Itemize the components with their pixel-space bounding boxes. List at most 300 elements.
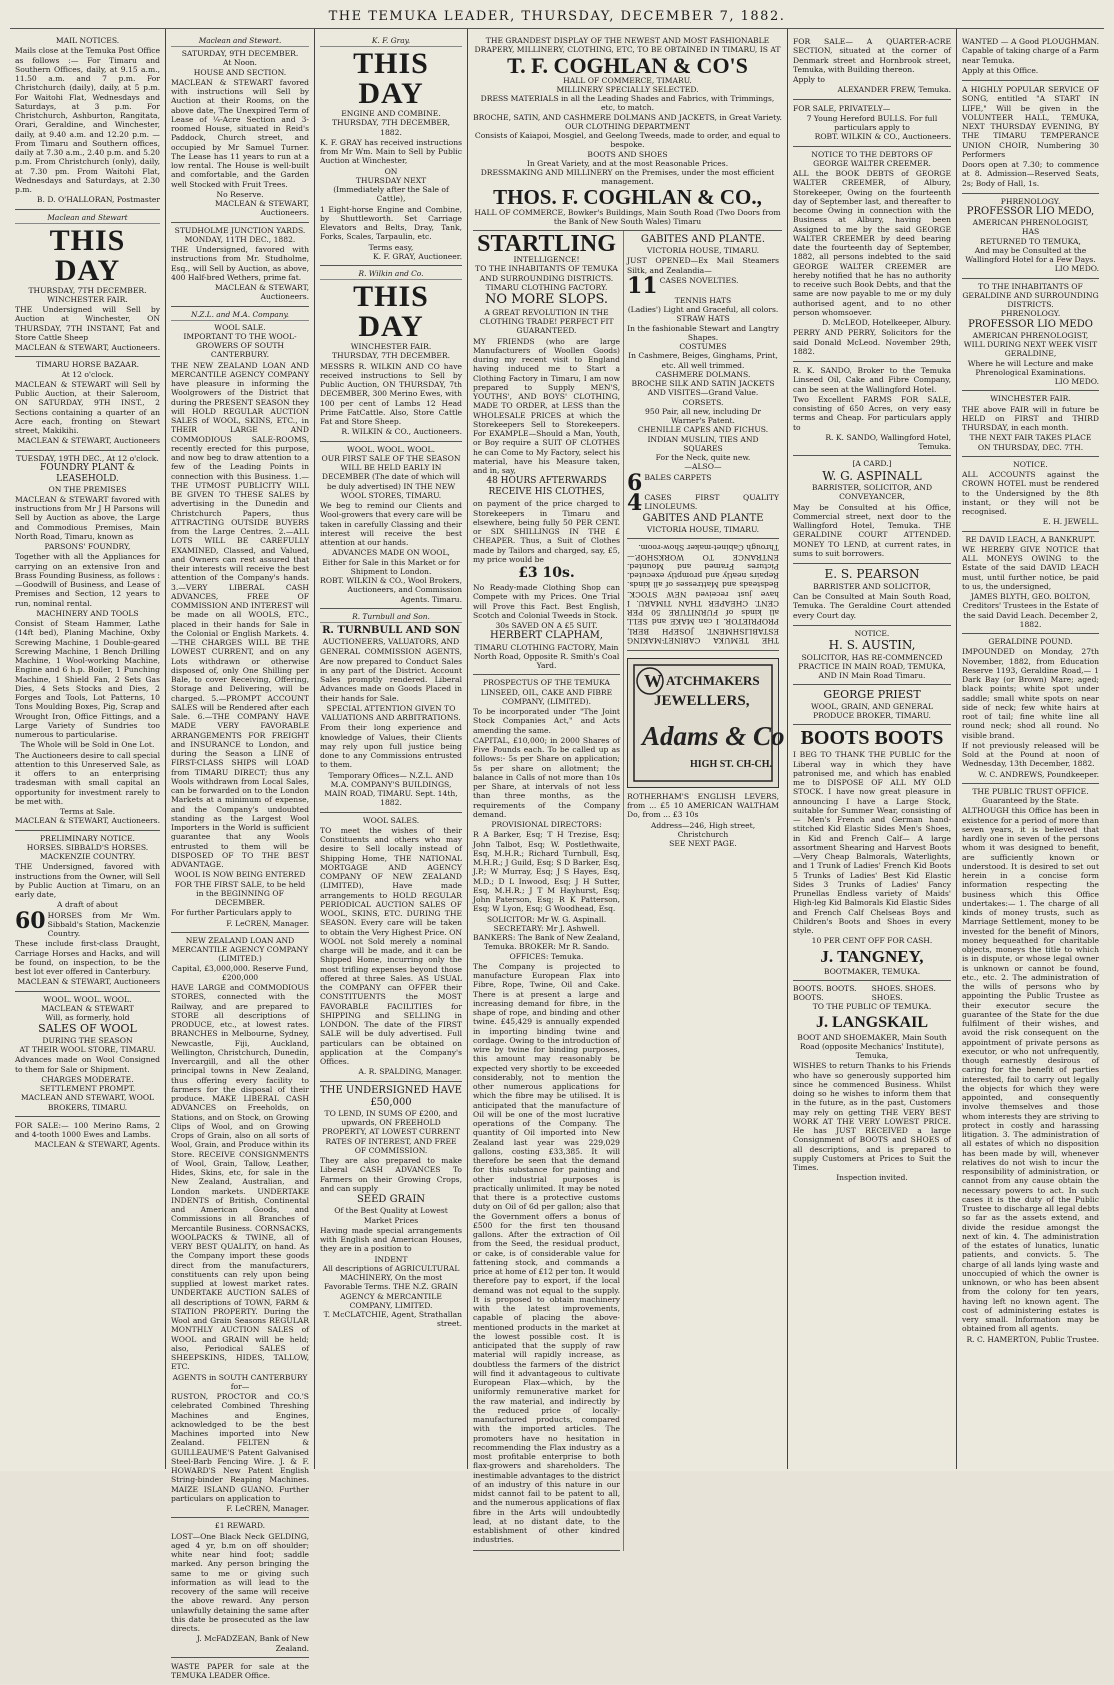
this-day-heading: THIS DAY <box>353 47 429 111</box>
herbert-clapham: HERBERT CLAPHAM, <box>489 630 603 642</box>
mail-body: Mails close at the Temuka Post Office as follows :— For Timaru and Southern Offices, daily, at 9.15 a.m., 11.50 a.m. and 7 p.m. For Christchurch (daily), daily, at 5 p.m. For Waitohi Flat, Wednesdays and Saturdays, at 3 p.m. For Christchurch, Ashburton, Rangitata, Orari, Geraldine, and Winchester, daily, at 9.40 a.m. and 12.20 p.m. — From Timaru and Southern offices, daily at 7.30 a.m., 2.40 p.m. and 5.20 p.m. From Christchurch (only), daily, at 7.30 pm. From Waitohi Flat, Wednesdays and Saturdays, at 2.30 p.m. <box>15 46 160 194</box>
mail-signature: B. D. O'HALLORAN, Postmaster <box>36 195 160 205</box>
bazaar-time: At 12 o'clock. <box>61 369 114 379</box>
winchester-title: WINCHESTER FAIR. <box>350 342 432 352</box>
house-signature: MACLEAN & STEWART, Auctioneers. <box>214 199 309 218</box>
aspinall-ad <box>793 456 951 564</box>
leach-body: WE HEREBY GIVE NOTICE that ALL MONEYS OWING to the Estate of the said DAVID LEACH must, until further notice, be paid to us, the undersigned, <box>962 544 1099 591</box>
saved: 30s SAVED ON A £5 SUIT. <box>495 621 598 631</box>
wool-entered: WOOL IS NOW BEING ENTERED FOR THE FIRST SALE, to be held in the BEGINNING OF DECEMBER. <box>174 870 306 908</box>
column-4 <box>468 29 788 1545</box>
phrenology-title: PHRENOLOGY. <box>1000 196 1061 206</box>
engine-items: 1 Eight-horse Engine and Combine, by Shuttleworth. Set Carriage Elevators and Belts, Dray, Tank, Forks, Scales, Tarpaulin, etc. <box>320 204 462 242</box>
engine-combine-ad <box>320 33 462 266</box>
foundry-premises: ON THE PREMISES <box>48 484 127 494</box>
sale-signature: MACLEAN & STEWART, Auctioneers. <box>15 343 160 353</box>
engine-terms: Terms easy, <box>368 242 414 252</box>
wool-heading: WOOL. WOOL. WOOL. <box>347 444 435 454</box>
intelligence: INTELLIGENCE! <box>513 255 580 264</box>
column-1 <box>10 29 166 1469</box>
rams-signature: MACLEAN & STEWART, Agents. <box>34 1140 160 1150</box>
column-4-left <box>473 231 624 1551</box>
friends-body: MY FRIENDS (who are large Manufacturers of Woollen Goods) during my recent visit to England having induced me to Start a Clothing Factory in Timaru, I am now prepared to Supply MEN'S, YOUTHS', AND BOYS' CLOTHING, MADE TO ORDER, at LESS than the WHOLESALE PRICES at which the Storekeepers Sell to Storekeepers. For EXAMPLE—Should a Man, Youth, or Boy require a SUIT OF CLOTHES he can Come to My Factory, select his material, have his Measure taken, and in, say, <box>473 336 620 476</box>
sale-time: At Noon. <box>223 58 257 68</box>
engine-on: ON <box>384 166 398 176</box>
rotherham: ROTHERHAM'S ENGLISH LEVERS, from ... £5 10 AMERICAN WALTHAM Do, from ... £3 10s <box>627 791 779 820</box>
inspection: Inspection invited. <box>836 1173 908 1183</box>
winchester-signature: R. WILKIN & CO., Auctioneers. <box>341 427 462 437</box>
agents-title: AGENTS in SOUTH CANTERBURY for— <box>172 1372 308 1391</box>
bulls-signature: ROBT. WILKIN & CO., Auctioneers. <box>814 132 951 142</box>
winchester-body: MESSRS R. WILKIN AND CO have received instructions to Sell by Public Auction, ON THURSDAY, 7th DECEMBER, 300 Merino Ewes, with 100 per cent of Lambs 12 Head Prime FatCattle. Also, Store Cattle Fat and Store Sheep. <box>320 361 462 427</box>
wool-season: DURING THE SEASON <box>42 1035 133 1045</box>
nzl2-capital: Capital, £3,000,000. Reserve Fund, £200,000 <box>171 963 309 982</box>
herbert-sub: TIMARU CLOTHING FACTORY, Main North Road, Opposite R. Smith's Coal Yard. <box>473 642 620 671</box>
factory-title: TIMARU CLOTHING FACTORY. <box>485 282 608 292</box>
logo-name: Adams & Co <box>642 720 785 751</box>
langskail-body: WISHES to return Thanks to his Friends who have so generously supported him since he commenced Business. Whilst doing so he wishes to inform them that in the future, as in the past, Customers may rely on getting THE VERY BEST WORK AT THE VERY LOWEST PRICE. He has JUST RECEIVED a large Consignment of BOOTS and SHOES of all descriptions, and is prepared to supply Customers at Prices to Suit the Times. <box>793 1061 951 1173</box>
ploughman-ad <box>962 33 1099 81</box>
just-opened: JUST OPENED—Ex Mail Steamers Siltk, and Zealandia— <box>627 256 779 275</box>
lend-body: TO LEND, IN SUMS OF £200, and upwards, ON FREEHOLD PROPERTY, AT LOWEST CURRENT RATES OF INTEREST, AND FREE OF COMMISSION. <box>322 1108 460 1155</box>
winchester-fair-title: WINCHESTER FAIR. <box>990 394 1071 404</box>
austin-notice: NOTICE. <box>854 628 890 638</box>
sando-ad <box>793 362 951 456</box>
wilkin-wool-ad <box>320 442 462 609</box>
service-of-song-ad <box>962 81 1099 194</box>
column-4-split <box>473 231 785 1551</box>
turnbull-special: SPECIAL ATTENTION GIVEN TO VALUATIONS AND ARBITRATIONS. <box>321 703 461 723</box>
sale-body: THE Undersigned will Sell by Auction at Winchester, ON THURSDAY, 7TH INSTANT, Fat and Store Cattle Sheep <box>15 305 160 342</box>
austin-sub: SOLICITOR, HAS RE-COMMENCED PRACTICE IN MAIN ROAD, TEMUKA, AND IN Main Road Timaru. <box>798 652 946 681</box>
engine-date: THURSDAY, 7TH DECEMBER, 1882. <box>331 118 451 137</box>
reward-signature: J. McFADZEAN, Bank of New Zealand. <box>196 1634 309 1653</box>
sale-location: WINCHESTER FAIR. <box>47 294 128 304</box>
tangney-sub: BOOTMAKER, TEMUKA. <box>823 966 921 976</box>
column-5 <box>788 29 957 1469</box>
watch-logo-graphic <box>628 659 785 787</box>
horse-count-body: HORSES from Mr Wm. Sibbald's Station, Mackenzie Country. <box>47 910 160 939</box>
directors-title: PROVISIONAL DIRECTORS: <box>491 820 602 830</box>
to-inhabitants: TO THE INHABITANTS OF TEMUKA AND SURROUNDING DISTRICTS. <box>475 264 618 283</box>
dress-materials: DRESS MATERIALS in all the Leading Shades and Fabrics, with Trimmings, etc, to match. <box>480 94 775 113</box>
mail-notices <box>15 33 160 210</box>
agents-signature: F. LeCREN, Manager. <box>226 1504 309 1514</box>
costumes-body: In Cashmere, Beiges, Ginghams, Print, etc. All well trimmed. <box>628 351 778 370</box>
sale-date: THURSDAY, 7TH DECEMBER. <box>28 285 147 295</box>
professor-sub-2: AMERICAN PHRENOLOGIST, WILL DURING NEXT WEEK VISIT GERALDINE, <box>963 330 1098 359</box>
foundry-body: MACLEAN & STEWART favored with instructions from Mr J H Parsons will Sell by Auction as above, the Large and Commodious Premises, Main North Road, Timaru, known as <box>15 494 160 541</box>
lecture: Where he will Lecture and make Phrenological Examinations. <box>967 358 1094 377</box>
horse-bazaar-ad <box>15 357 160 450</box>
quarter-acre-ad <box>793 33 951 100</box>
gp-house: VICTORIA HOUSE, TIMARU. <box>646 246 760 256</box>
muslin-body: For the Neck, quite new. <box>655 453 751 463</box>
studholme-signature: MACLEAN & STEWART, Auctioneers. <box>214 283 309 302</box>
wool-intro: Will, as formerly, hold <box>45 1013 130 1023</box>
perry-solicitors: PERRY AND PERRY, Solicitors for the said Donald McLeod. November 29th, 1882. <box>793 328 951 356</box>
see-next-page: SEE NEXT PAGE. <box>669 839 737 849</box>
song-body: A HIGHLY POPULAR SERVICE OF SONG, entitled "A START IN LIFE," Will be given in the VOLUNTEER HALL, TEMUKA, NEXT THURSDAY EVENING, BY THE TIMARU TEMPERANCE UNION CHOIR, Numbering 30 Performers <box>962 85 1099 159</box>
turnbull-from: From their long experience and knowledge of Values, their Clients may rely upon full justice being done to any Commissions entrusted to them. <box>320 723 462 770</box>
wool-sales-ad <box>15 992 160 1117</box>
first-sale-body: WILL BE HELD EARLY IN DECEMBER (The date of which will be duly advertised) IN THE NEW WOOL STORES, TIMARU. <box>321 463 461 500</box>
mackenzie-title: MACKENZIE COUNTRY. <box>39 852 136 862</box>
cabinet-ad <box>627 539 779 651</box>
masthead: THE TEMUKA LEADER, THURSDAY, DECEMBER 7, 1882. <box>10 6 1104 29</box>
winchester-ad <box>320 266 462 442</box>
wool-charges: CHARGES MODERATE. SETTLEMENT PROMPT. <box>39 1074 136 1094</box>
wool-firm: MACLEAN & STEWART <box>41 1003 134 1013</box>
first-sale: OUR FIRST SALE OF THE SEASON <box>321 453 461 463</box>
column-6 <box>957 29 1104 1469</box>
house-title: HOUSE AND SECTION. <box>193 67 287 77</box>
pound-title: GERALDINE POUND. <box>988 637 1073 647</box>
corsets: CORSETS. <box>682 397 724 407</box>
prospectus-ad <box>473 675 620 1550</box>
prospectus-incorp: To be incorporated under "The Joint Stock Companies Act," and Acts amending the same. <box>473 707 620 735</box>
bazaar-title: TIMARU HORSE BAZAAR. <box>35 360 140 370</box>
reward-title: £1 REWARD. <box>214 1521 266 1531</box>
thos-coghlan: THOS. F. COGHLAN & CO., <box>493 184 762 209</box>
debtors-notice <box>793 147 951 363</box>
consulted: And may be Consulted at the Wallingford Hotel for a Few Days. <box>965 245 1096 265</box>
straw-body: In the fashionable Stewart and Langtry Shapes. <box>627 323 779 342</box>
langskail-name: J. LANGSKAIL <box>815 1013 929 1031</box>
auctioneer-header: Maclean and Stewart. <box>171 36 309 47</box>
debtors-body: ALL the BOOK DEBTS of GEORGE WALTER CREEMER, of Albury, Storekeeper, Owing on the fourteenth day of September last, and thereafter to become Owing in connection with the Business at Albury, having been Assigned to me by the said GEORGE WALTER CREEMER by deed bearing date the fourteenth day of September, 1882, all persons indebted to the said GEORGE WALTER CREEMER are hereby notified that he has no authority to receive such Book Debts, and that the same are now payable to me or my duly authorised agent, and to no other person whomsoever. <box>793 169 951 317</box>
house-body: MACLEAN & STEWART favored with instructions will Sell by Auction at their Rooms, on the above date, The Unexpired Term of Lease of ¼-Acre Section and 3-roomed House, situated in Reid's Paddock, Church street, and occupied by Mr Samuel Turner. The Lease has 11 years to run at a low rental. The House is well-built and comfortable, and the Garden well Stocked with Fruit Trees. <box>171 77 309 189</box>
nzl2-body: HAVE LARGE and COMMODIOUS STORES, connected with the Railway, and are prepared to STORE all descriptions of PRODUCE, etc., at lowest rates. BRANCHES in Melbourne, Sydney, Newcastle, Fiji, Auckland, Wellington, Christchurch, Dunedin, Invercargill, and all the other principal towns in New Zealand, thus offering every facility to farmers for the disposal of their produce. MAKE LIBERAL CASH ADVANCES on Freeholds, on Stations, and on Stock, on Growing Clips of Wool, and on Growing Crops of Grain, also on all sorts of Wool, Grain, and Produce within its Store. RECEIVE CONSIGNMENTS of Wool, Grain, Tallow, Leather, Hides, Skins, etc, for sale in the New Zealand, Australian, and London markets. UNDERTAKE INDENTS of British, Continental and American Goods, and Commissions in all Branches of Mercantile Business. CORNSACKS, WOOLPACKS & TWINE, all of VERY BEST QUALITY, on hand. As the Company import these goods direct from the manufacturers, constituents can rely upon being supplied at lowest market rates. UNDERTAKE AUCTION SALES of all descriptions of TOWN, FARM & STATION PROPERTY. During the Wool and Grain Seasons REGULAR MONTHLY AUCTION SALES of WOOL and GRAIN will be held; also, Periodical SALES of SHEEPSKINS, HIDES, TALLOW, ETC. <box>171 983 309 1372</box>
nzl-wool-sale-ad <box>171 307 309 933</box>
lend-ad <box>320 1082 462 1333</box>
bulls-body: 7 Young Hereford BULLS. For full particulars apply to <box>806 113 938 132</box>
seed-body: Of the Best Quality at Lowest Market Prices <box>334 1206 448 1225</box>
winchester-fair-body: THE above FAIR will in future be HELD on FIRST and THIRD THURSDAY, in each month. <box>962 404 1099 433</box>
priest-sub: WOOL, GRAIN, AND GENERAL PRODUCE BROKER, TIMARU. <box>810 701 934 721</box>
nzl-body: THE NEW ZEALAND LOAN AND MERCANTILE AGENCY COMPANY have pleasure in informing the Woolgrowers of the District that during the PRESENT SEASON they will HOLD REGULAR AUCTION SALES of WOOL, SKINS, ETC., in THEIR LARGE AND COMMODIOUS SALE-ROOMS, recently erected for this purpose, and now beg to draw attention to a few of the Leading Points in connection with this Business. 1.—THE UTMOST PUBLICITY WILL BE GIVEN TO THESE SALES by advertising in the Dunedin and Christchurch Papers, thus ATTRACTING OUTSIDE BUYERS from the Large Centres. 2.—ALL LOTS WILL BE CAREFULLY EXAMINED, Classed, and Valued, and Owners can rest assured that their interests will receive the best attention of the Company's hands. 3.—VERY LIBERAL CASH ADVANCES, FREE OF COMMISSION AND INTEREST will be made on all WOOLS, ETC., placed in their hands for Sale in the Colonial or English Markets. 4.—THE CHARGES WILL BE THE LOWEST CURRENT, and on any Lots withdrawn or otherwise disposed of, only One Shilling per Bale, to cover Receiving, Offering, Storage and Delivering, will be charged. 5.—PROMPT ACCOUNT SALES will be Rendered after each Sale. 6.—THE COMPANY HAVE MADE VERY FAVORABLE ARRANGEMENTS FOR FREIGHT and INSURANCE to London, and during the Season a LINE of FIRST-CLASS SHIPS will LOAD from TIMARU DIRECT; thus any Wools withdrawn from Local Sales, can be forwarded on to the London Markets at a minimum of expense, and the Company's undoubted standing as the Largest Wool Importers in the World is sufficient guarantee that any Wools entrusted to them will be DISPOSED OF TO THE BEST ADVANTAGE. <box>171 360 309 870</box>
clothing-body: Consists of Kaiapoi, Mosgiel, and Geelong Tweeds, made to order, and equal to bespoke. <box>474 131 781 150</box>
suit-price: £3 10s. <box>518 565 575 582</box>
directors-list: R A Barker, Esq; T H Trezise, Esq; John Talbot, Esq; W. Postlethwaite, Esq, M.H.R.; Richard Turnbull, Esq, M.H.R.; J Guild, Esq; S D Barker, Esq, J.P.; W Murray, Esq; J S Hayes, Esq, M.D.; D L Inwood, Esq; J H Sutter, Esq, M.H.R.; J T M Hayhurst, Esq; John Paterson, Esq; R K Patterson, Esq; W Lyon, Esq; G Woodhead, Esq. <box>473 830 620 914</box>
company-body: The Company is projected to manufacture European Flax into Fibre, Rope, Twine, Oil and Cake. There is at present a large and increasing demand for fibre, in the shape of rope, and binding and other twine. £45,429 is annually expended in importing binding twine and cordage. Owing to the introduction of wire by twine for binding purposes, this amount may reasonably be expected very shortly to be exceeded considerably, not to mention the other numerous applications for which the fibre may be utilised. It is anticipated that the manufacture of Oil will be one of the most lucrative operations of the Company. The quantity of Oil imported into New Zealand last year was 229,029 gallons, costing £33,385. It will therefore be seen that the demand for this substance for painting and other industrial purposes is practically unlimited. It may be noted that there is a protective customs duty on Oil of 6d per gallon; also that the Government offers a bonus of £500 for the first ten thousand gallons. After the extraction of Oil from the Seed, the residual product, or cake, is of considerable value for fattening stock, and commands a price at home of £12 per ton. It would therefore pay to export, if the local demand was not equal to the supply. It is proposed to obtain machinery with the latest improvements, capable of placing the above-mentioned products in the market at the lowest possible cost. It is anticipated that the supply of raw material will rapidly increase, as doubtless the farmers of the district will find it advantageous to cultivate European Flax—which, by the uniformly remunerative market for the raw material, and indirectly by the reduced price of locally-manufactured products, compared with the imported articles. The promoters have no hesitation in recommending the Flax industry as a most profitable enterprise to both flax-growers and shareholders. The inestimable advantages to the district of an industry of this nature in our midst cannot fail to be patent to all, and the numerous applications of flax fibre in the Arts will undoubtedly lead, at no distant date, to the establishment of other kindred industries. <box>473 961 620 1545</box>
nzl-signature: F. LeCREN, Manager. <box>226 918 309 928</box>
engine-signature: K. F. GRAY, Auctioneer. <box>372 251 462 261</box>
nzl-company-ad <box>171 933 309 1519</box>
pearson-body: Can be Consulted at Main South Road, Temuka. The Geraldine Court attended every Court day. <box>793 592 951 620</box>
draft-label: A draft of about <box>57 900 118 910</box>
indent-body: All descriptions of AGRICULTURAL MACHINERY, On the most Favorable Terms. THE N.Z. GRAIN AGENCY & MERCANTILE COMPANY, LIMITED. <box>322 1263 460 1310</box>
crown-notice-title: NOTICE. <box>1013 459 1048 469</box>
turnbull-title: R. TURNBULL AND SON <box>322 624 460 636</box>
rams-for-sale <box>15 1117 160 1154</box>
crown-hotel-notice <box>962 457 1099 532</box>
public-title: TO THE PUBLIC OF TEMUKA. <box>812 1002 932 1012</box>
cashmere-dolmans: CASHMERE DOLMANS. <box>655 369 751 379</box>
pearson-ad <box>793 564 951 626</box>
trust-guaranteed: Guaranteed by the State. <box>981 796 1079 806</box>
lio-signature-2: LIO MEDO. <box>1054 377 1099 387</box>
gp-title: GABITES AND PLANTE. <box>640 234 766 245</box>
house-section-ad <box>171 33 309 223</box>
auctioneer-header: Maclean and Stewart <box>15 213 160 224</box>
boots-body: In Great Variety, and at the most Reasonable Prices. <box>526 158 729 168</box>
wool-advance: Advances made on Wool Consigned to them for Sale or Shipment. <box>15 1055 160 1074</box>
rams-body: FOR SALE:— 100 Merino Rams, 2 and 4-tooth 1000 Ewes and Lambs. <box>15 1120 160 1140</box>
draft-signature: MACLEAN & STEWART, Auctioneers <box>17 977 160 987</box>
debtors-signature: D. McLEOD, Hotelkeeper, Albury. <box>822 318 951 327</box>
whole-lot: The Whole will be Sold in One Lot. <box>20 740 155 750</box>
coghlan-hall: HALL OF COMMERCE, TIMARU. <box>563 75 692 85</box>
reward-ad <box>171 1518 309 1658</box>
agents-body: RUSTON, PROCTOR and CO.'S celebrated Combined Threshing Machines and Engines, acknowledged to be the best Machines imported into New Zealand. FELTEN & GUILLEAUME'S Patent Galvanised Steel-Barb Fencing Wire. J. & F. HOWARD'S New Patent English String-binder Reaping Machines. MAIZE ISLAND GUANO. Further particulars on application to <box>171 1392 309 1503</box>
terms: Terms at Sale. <box>59 807 116 817</box>
broche-silk: BROCHE SILK AND SATIN JACKETS AND VISITES—Grand Value. <box>631 379 775 398</box>
quarter-acre-body: FOR SALE— A QUARTER-ACRE SECTION, situated at the corner of Denmark street and Hornbrook street, Temuka, with Building thereon. <box>793 37 951 74</box>
foundry-ad <box>15 451 160 831</box>
novelties: CASES NOVELTIES. <box>659 275 739 285</box>
turnbull-offices: Temporary Offices— N.Z.L. AND M.A. COMPANY'S BUILDINGS, MAIN ROAD, TIMARU. Sept. 14th, 1882. <box>324 770 458 808</box>
wilkin-signature: ROBT. WILKIN & CO., Wool Brokers, Auctioneers, and Commission Agents. Timaru. <box>320 576 462 604</box>
wool-sale-title: WOOL SALE. <box>214 322 266 332</box>
has-label: HAS <box>1021 227 1040 237</box>
important-title: IMPORTANT TO THE WOOL-GROWERS OF SOUTH CANTERBURY. <box>183 331 297 360</box>
sando-signature: R. K. SANDO, Wallingford Hotel, Temuka. <box>825 432 951 451</box>
ploughman-apply: Apply at this Office. <box>962 65 1039 75</box>
linoleums: CASES FIRST QUALITY LINOLEUMS. <box>644 492 779 511</box>
dressmaking: DRESSMAKING AND MILLINERY on the Premises, under the most efficient management. <box>480 168 775 187</box>
adams-watchmakers-ad <box>627 651 785 853</box>
prospectus-capital: CAPITAL, £10,000; in 2000 Shares of Five Pounds each. To be called up as follows:- 5s per Share on application; 5s per share on allotment; the balance in Calls of not more than 10s per Share, at intervals of not less than three months, as the requirements of the Company demand. <box>473 735 620 819</box>
auctioneer-header: R. Turnbull and Son. <box>320 612 462 623</box>
columns <box>10 29 1104 1681</box>
auctioneer-header: K. F. Gray. <box>320 36 462 47</box>
pound-signature: W. C. ANDREWS, Poundkeeper. <box>978 769 1099 779</box>
ten-per-cent: 10 PER CENT OFF FOR CASH. <box>811 936 933 946</box>
shoes-triple: SHOES. SHOES. SHOES. <box>871 983 936 1003</box>
trust-signature: R. C. HAMERTON, Public Trustee. <box>966 1334 1099 1344</box>
professor-name: PROFESSOR LIO MEDO, <box>966 206 1095 217</box>
engine-next: THURSDAY NEXT <box>355 175 427 185</box>
clapham-ad <box>473 231 620 675</box>
broche-dolmans: BROCHE, SATIN, AND CASHMERE DOLMANS AND JACKETS, in Great Variety. <box>473 112 782 122</box>
clothing-dept: OUR CLOTHING DEPARTMENT <box>565 121 690 131</box>
corsets-body: 950 Pair, all new, including Dr Warner's Patent. <box>645 406 761 426</box>
engine-after: (Immediately after the Sale of Cattle), <box>333 185 449 204</box>
costumes: COSTUMES <box>679 342 727 352</box>
pound-notice <box>962 634 1099 784</box>
priest-name: GEORGE PRIEST <box>823 688 921 702</box>
leach-signature: JAMES BLYTH, GEO. BOLTON, Creditors' Trustees in the Estate of the said David Leach. December 2, 1882. <box>962 592 1099 629</box>
wool-brokers: MACLEAN AND STEWART, WOOL BROKERS, TIMARU. <box>20 1093 155 1112</box>
bankers: BANKERS: The Bank of New Zealand, Temuka. BROKER: Mr R. Sando. OFFICES: Temuka. <box>473 933 620 961</box>
wool-heading: WOOL. WOOL. WOOL. <box>43 994 132 1004</box>
logo-watchmakers: ATCHMAKERS <box>666 672 760 688</box>
bales-carpets: BALES CARPETS <box>644 472 712 482</box>
no-reserve: No Reserve. <box>216 189 264 199</box>
logo-address: HIGH ST. CH-CH. <box>690 758 773 770</box>
mail-title: MAIL NOTICES. <box>55 36 120 45</box>
bales-count: 6 <box>627 469 643 496</box>
bulls-ad <box>793 100 951 147</box>
watchmakers-logo <box>627 658 785 788</box>
geraldine-inhabitants: TO THE INHABITANTS OF GERALDINE AND SURROUNDING DISTRICTS. <box>962 281 1099 310</box>
wool-store: AT THEIR WOOL STORE, TIMARU. <box>19 1045 156 1055</box>
austin-name: H. S. AUSTIN, <box>828 638 916 652</box>
also: —ALSO— <box>684 462 722 472</box>
crown-signature: E. H. JEWELL. <box>1042 517 1099 527</box>
leach-notice <box>962 532 1099 635</box>
song-doors: Doors open at 7.30; to commence at 8. Admission—Reserved Seats, 2s; Body of Hall, 1s. <box>962 160 1099 188</box>
indent-title: INDENT <box>374 1254 408 1264</box>
nzl2-title: NEW ZEALAND LOAN AND MERCANTILE AGENCY COMPANY (LIMITED.) <box>171 935 309 964</box>
tangney-body: I BEG TO THANK THE PUBLIC for the Liberal way in which they have patronised me, and which has enabled me to DISPOSE OF ALL MY OLD STOCK. I have now great pleasure in announcing I have a Large Stock, suitable for Summer Wear, consisting of— Men's French and German hand-stitched Kid Elastic Sides Men's Shoes, in Kid and French Calf— A large assortment Shearing and Harvest Boots—Very Cheap Balmorals, Waterlights, and 1 Trunk of Ladies' French Kid Boots 5 Trunks of Ladies' Best Kid Elastic Sides 3 Trunks of Ladies' Fancy Prunellas Endless variety of Maids' High-leg Kid Balmorals Kid Elastic Sides and French Calf Chelseas Boys and Children's Boots and Shoes in every style. <box>793 750 951 936</box>
wool-sales-title: WOOL SALES. <box>362 815 420 825</box>
tangney-ad <box>793 725 951 981</box>
machinery-title: MACHINERY AND TOOLS <box>36 608 139 618</box>
advances: ADVANCES MADE ON WOOL, Either for Sale in this Market or for Shipment to London. <box>322 548 460 576</box>
foundry-signature: MACLEAN & STEWART, Auctioneers. <box>15 816 160 826</box>
next-fair: THE NEXT FAIR TAKES PLACE ON THURSDAY, DEC. 7TH. <box>969 433 1092 452</box>
revolution: A GREAT REVOLUTION IN THE CLOTHING TRADE! PERFECT FIT GUARANTEED. <box>479 307 614 336</box>
mackenzie-body: THE Undersigned, favored with instructions from the Owner, will Sell by Public Auction at Timaru, on an early date, <box>15 862 160 900</box>
no-more-slops: NO MORE SLOPS. <box>484 292 609 307</box>
horse-count: 60 <box>15 907 46 934</box>
phrenology-title-2: PHRENOLOGY. <box>1000 309 1061 319</box>
waste-paper-ad <box>171 1658 309 1685</box>
professor-name-2: PROFESSOR LIO MEDO <box>968 318 1093 330</box>
tennis-hats: TENNIS HATS <box>674 295 732 305</box>
trust-body: ALTHOUGH this Office has been in existence for a period of more than seven years, it is believed that hardly one in seven of the persons whom it was designed to benefit, are sufficiently known or understood. It is desired to set out herein in a concise form information respecting the business which this Office undertakes:— 1. The charge of all kinds of money trusts, such as Marriage Settlement, money to be invested for the benefit of Minors, money bequeathed for charitable objects, moneys the title to which is in dispute, or whose legal owner is unknown or cannot be found, etc., etc. 2. The administration of the wills of persons who by appointing the Public Trustee as their executor secure the guarantee of the State for the due fulfilment of their wishes, and avoid the risk consequent on the appointment of private persons as executor, or who not unfrequently, though earnestly desirous of caring for the benefit of parties interested, fail to carry out legally the objects for which they were appointed, and consequently involve themselves and those whom interests they are striving to protect in costly and harassing litigation. 3. The administration of all estates of which no disposition has been made by will, whenever relatives do not wish to incur the responsibility of administration, or cannot from any cause obtain the necessary powers to act. In such cases it is the duty of the Public Trustee to discharge all legal debts so far as the assets extend, and divide the residue amongst the next of kin. 4. The administration of the estates of lunatics, lunatic patients, and convicts. 5. The charge of all lands lying waste and unoccupied of which the owner is unknown, or who has been absent from the colony for ten years, having left no known agent. The cost of administering estates is very small. Information may be obtained from all agents. <box>962 806 1099 1334</box>
novelties-count: 11 <box>627 272 658 299</box>
boots-shoes: BOOTS AND SHOES <box>587 149 668 159</box>
quarter-acre-apply: Apply to <box>793 75 825 84</box>
card-label: [A CARD.] <box>852 459 892 469</box>
lend-title: THE UNDERSIGNED HAVE £50,000 <box>320 1084 462 1108</box>
draft-body: These include first-class Draught, Carriage Horses and Hacks, and will be found, on inspection, to be the best lot ever offered in Canterbury. <box>15 939 160 977</box>
pound-body: IMPOUNDED on Monday, 27th November, 1882, from Education Reserve 1193, Geraldine Road,— 1 Dark Bay (or Brown) Mare; aged; black points; white spot under saddle; small white spots on near side of neck; few white hairs at root of tail; fine white line all round neck; shod all round. No visible brand. <box>962 647 1099 740</box>
cabinet-inverted-text: THE TEMUKA CABINET-MAKING ESTABLISHMENT. JOSEPH BERI, PROPRIETOR. I can MAKE and SELL all kinds of FURNITURE 50 PER CENT. CHEAPER THAN TIMARU. I have just received NEW STOCK. Bedsteads and Mattresses of all kinds. Repairs neatly and promptly executed. Pictures Framed and Mounted. ENTRANCE TO WORKSHOP.— Through Cabinet-maker Show-room. <box>627 543 779 645</box>
returned: RETURNED TO TEMUKA, <box>980 236 1081 246</box>
wool-sales-ad <box>320 813 462 1082</box>
trust-title: THE PUBLIC TRUST OFFICE. <box>972 786 1089 796</box>
parsons-title: PARSONS' FOUNDRY, <box>44 542 131 552</box>
company-header: N.Z.L. and M.A. Company. <box>171 310 309 321</box>
phrenology-ad <box>962 194 1099 279</box>
millinery: MILLINERY SPECIALLY SELECTED. <box>556 84 699 94</box>
wool-sales-title: SALES OF WOOL <box>38 1022 137 1036</box>
engine-body: K. F. GRAY has received instructions from Mr Wm. Main to Sell by Public Auction at Winchester, <box>320 137 462 166</box>
bazaar-body: MACLEAN & STEWART will Sell by Public Auction, at their Saleroom, ON SATURDAY, 9TH INST., 2 Sections containing a quarter of an Acre each, fronting on Stewart street, Makikihi. <box>15 379 160 436</box>
foundry-date: TUESDAY, 19TH DEC., At 12 o'clock. <box>16 453 159 463</box>
studholme-body: THE Undersigned, favored with instructions from Mr. Studholme, Esq., will Sell by Auction, as above, 400 Half-bred Wethers, prime fat. <box>171 245 309 282</box>
logo-jewellers: JEWELLERS, <box>654 692 750 709</box>
turnbull-ad <box>320 609 462 813</box>
watch-address: Address—246, High street, Christchurch <box>650 820 756 839</box>
debtors-title: NOTICE TO THE DEBTORS OF GEORGE WALTER CREEMER. <box>811 149 933 168</box>
parsons-body: Together with all the Appliances for carrying on an extensive Iron and Brass Founding Business, as follows :—Goodwill of Business, and Lease of Premises and Section, 12 years to run, nominal rental. <box>15 552 160 608</box>
foundry-title: FOUNDRY PLANT & LEASEHOLD. <box>40 462 135 484</box>
whole-body: The Auctioneers desire to call special attention to this Unreserved Sale, as it offers to an enterprising tradesman with small capital an opportunity for investment rarely to be met with. <box>15 750 160 806</box>
column-2 <box>166 29 315 1681</box>
remind-body: We beg to remind our Clients and Wool-growers that every care will be taken in carefully Classing and their interest will receive the best attention at our hands. <box>320 501 462 548</box>
turnbull-body: GENERAL COMMISSION AGENTS, Are now prepared to Conduct Sales in any part of the District. Account Sales promptly rendered. Liberal Advances made on Goods Placed in their hands for Sale. <box>320 647 462 703</box>
langskail-sub: BOOT AND SHOEMAKER, Main South Road (opposite Mechanics' Institute), Temuka, <box>797 1032 947 1061</box>
sando-body: R. K. SANDO, Broker to the Temuka Linseed Oil, Cake and Fibre Company, can be seen at the Wallingford Hotel. <box>793 366 951 394</box>
this-day-ad <box>15 210 160 358</box>
studholme-title: STUDHOLME JUNCTION YARDS. <box>174 225 306 235</box>
sale-date: SATURDAY, 9TH DECEMBER. <box>181 49 299 59</box>
wool-sales-body: TO meet the wishes of their Constituents and others who may desire to Sell locally instead of Shipping Home, THE NATIONAL MORTGAGE AND AGENCY COMPANY OF NEW ZEALAND (LIMITED), Have made arrangements to HOLD REGULAR PERIODICAL AUCTION SALES OF WOOL, SKINS, ETC. DURING THE SEASON. Every care will be taken to obtain the Very Highest Price. ON WOOL not Sold merely a nominal charge will be made, and it can be Shipped Home, incurring only the most trifling expenses beyond those offered at three Sales. AS USUAL the COMPANY can OFFER their CONSTITUENTS the MOST FAVORABLE FACILITIES for SHIPPING and SELLING in LONDON. The date of the FIRST SALE will be duly advertised. Full particulars can be obtained on application at the Company's Offices. <box>320 825 462 1067</box>
chenille: CHENILLE CAPES AND FICHUS. <box>637 425 769 435</box>
coghlan-ad <box>473 33 782 231</box>
wool-sales-signature: A. R. SPALDING, Manager. <box>358 1067 462 1077</box>
gabites-plante-ad <box>627 231 779 539</box>
auctioneer-header: R. Wilkin and Co. <box>320 269 462 280</box>
straw-hats: STRAW HATS <box>676 314 730 324</box>
grand-display: THE GRANDEST DISPLAY OF THE NEWEST AND MOST FASHIONABLE DRAPERY, MILLINERY, CLOTHING, ETC, TO BE OBTAINED IN TIMARU, IS AT <box>474 36 781 55</box>
reward-body: LOST—One Black Neck GELDING, aged 4 yr, b.m on off shoulder; white near hind foot; saddle marked. Any person bringing the same to me or giving such information as will lead to the recovery of the same will receive the above reward. Any person unlawfully detaining the same after this date be prosecuted as the law directs. <box>171 1531 309 1634</box>
pound-body-2: If not previously released will be Sold at the Pound at noon of Wednesday, 13th December, 1882. <box>962 740 1099 769</box>
gp2-title: GABITES AND PLANTE <box>642 512 764 524</box>
horses-title: HORSES. SIBBALD'S HORSES. <box>26 842 149 852</box>
engine-title: ENGINE AND COMBINE. <box>341 109 441 119</box>
payment-body: on payment of the price charged to Storekeepers in Timaru and elsewhere, being fully 50 PER CENT. or SIX SHILLINGS IN THE £ CHEAPER. Thus, a Suit of Clothes made by Tailors and charged, say, £5, my price would be <box>473 499 620 564</box>
studholme-date: MONDAY, 11TH DEC., 1882. <box>184 234 296 244</box>
studholme-ad <box>171 223 309 307</box>
thos-sub: HALL OF COMMERCE, Bowker's Buildings, Main South Road (Two Doors from the Bank of New South Wales) Timaru <box>474 207 781 226</box>
nzl-foot: For further Particulars apply to <box>171 908 292 918</box>
svg-text:W: W <box>644 670 662 691</box>
lio-signature: LIO MEDO. <box>1054 264 1099 274</box>
crown-body: ALL ACCOUNTS against the CROWN HOTEL must be rendered to the Undersigned by the 8th instant, or they will not be recognised. <box>962 470 1099 517</box>
winchester-fair-ad <box>962 391 1099 457</box>
langskail-ad <box>793 981 951 1187</box>
tennis-body: (Ladies') Light and Graceful, all colors. <box>627 305 779 315</box>
column-4-right <box>624 231 785 1551</box>
machinery-body: Consist of Steam Hammer, Lathe (14ft bed), Planing Machine, Oxby Screwing Machine, 1 Double-geared Screwing Machine, 1 Bench Drilling Machine, 1 Wool-working Machine, Engine and 6 h.p. Boiler, 1 Punching Machine, 1 Shield Fan, 2 Sets Gas Dies, 4 Sets Stocks and Dies, 2 Forges and Tools, Lot Patterns, 10 Tons Moulding Boxes, Pig, Scrap and Wrought Iron, Office Fittings, and a Large Variety of Sundries too numerous to particularise. <box>15 619 160 740</box>
startling: STARTLING <box>477 231 616 257</box>
prospectus-title: PROSPECTUS OF THE TEMUKA LINSEED, OIL, CAKE AND FIBRE COMPANY, (LIMITED). <box>480 678 613 706</box>
coghlan-title: T. F. COGHLAN & CO'S <box>507 52 748 78</box>
aspinall-name: W. G. ASPINALL <box>822 468 922 483</box>
farms-body: Two Excellent FARMS FOR SALE, consisting of 650 Acres, on very easy terms and Cheap. For particulars apply to <box>793 394 951 432</box>
leach-title: RE DAVID LEACH, A BANKRUPT. <box>965 534 1096 544</box>
bazaar-signature: MACLEAN & STEWART, Auctioneers <box>17 436 160 446</box>
tangney-name: J. TANGNEY, <box>820 946 924 966</box>
bulls-title: FOR SALE, PRIVATELY— <box>793 103 891 113</box>
boots-triple: BOOTS. BOOTS. BOOTS. <box>793 983 857 1003</box>
priest-ad <box>793 685 951 725</box>
winchester-date: THURSDAY, 7TH DECEMBER. <box>331 351 451 361</box>
no-ready-made: No Ready-made Clothing Shop can Compete with my Prices. One Trial will Prove this Fact. Best English, Scotch and Colonial Tweeds in Stock. <box>473 583 620 620</box>
lend-also: They are also prepared to make Liberal CASH ADVANCES To Farmers on their Growing Crops, and can supply <box>320 1156 462 1193</box>
geraldine-phrenology-ad <box>962 279 1099 392</box>
public-trust-ad <box>962 784 1099 1348</box>
horses-ad <box>15 831 160 992</box>
forty-eight-hours: 48 HOURS AFTERWARDS RECEIVE HIS CLOTHES, <box>486 476 607 498</box>
austin-ad <box>793 626 951 686</box>
prelim-notice: PRELIMINARY NOTICE. <box>40 833 135 843</box>
aspinall-sub: BARRISTER, SOLICITOR, AND CONVEYANCER, <box>811 483 933 502</box>
professor-sub: AMERICAN PHRENOLOGIST, <box>972 218 1089 228</box>
column-3 <box>315 29 468 1469</box>
seed-title: SEED GRAIN <box>356 1194 426 1206</box>
gp2-house: VICTORIA HOUSE, TIMARU. <box>646 524 760 534</box>
solicitor: SOLICITOR: Mr W. G. Aspinall. SECRETARY: Mr J. Ashwell. <box>486 914 607 933</box>
indian-muslin: INDIAN MUSLIN, TIES AND SQUARES <box>647 434 759 453</box>
quarter-acre-signature: ALEXANDER FREW, Temuka. <box>837 85 951 95</box>
